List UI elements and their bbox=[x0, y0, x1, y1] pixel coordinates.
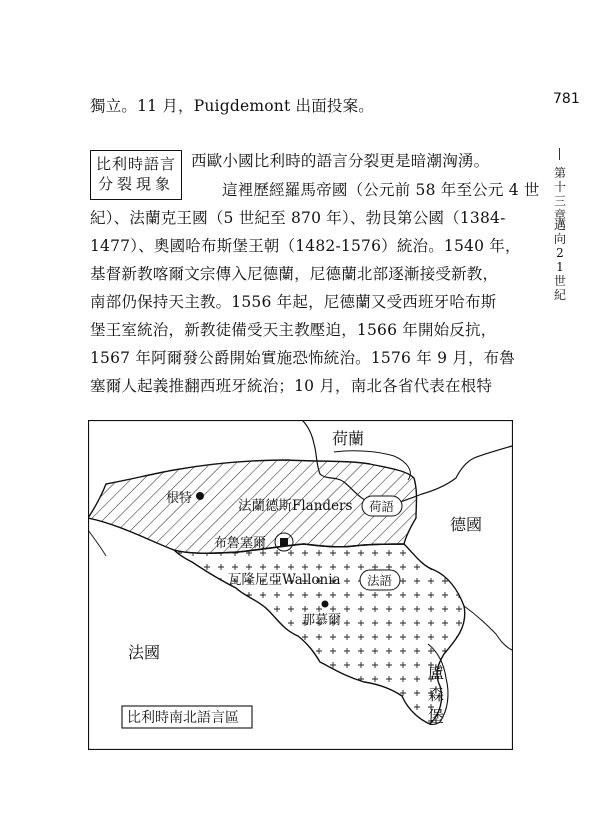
body-line-6: 基督新教喀爾文宗傳入尼德蘭，尼德蘭北部逐漸接受新教， bbox=[90, 265, 499, 283]
belgium-language-map bbox=[88, 420, 513, 750]
flanders-lang-label: 荷語 bbox=[369, 499, 395, 514]
netherlands-label: 荷蘭 bbox=[332, 429, 365, 448]
chapter-title: 第十三章 bbox=[553, 166, 566, 222]
france-label: 法國 bbox=[128, 643, 161, 662]
namur-marker bbox=[322, 601, 329, 608]
ghent-marker bbox=[196, 492, 204, 500]
body-line-10: 塞爾人起義推翻西班牙統治；10 月，南北各省代表在根特 bbox=[90, 377, 493, 395]
luxembourg-label-1: 盧 bbox=[428, 663, 445, 682]
brussels-marker bbox=[280, 538, 288, 546]
page-number: 781 bbox=[553, 91, 580, 107]
wallonia-lang-label: 法語 bbox=[367, 573, 393, 588]
sidebar-heading-line-2: 分裂現象 bbox=[97, 175, 174, 193]
luxembourg-label-2: 森 bbox=[428, 685, 445, 704]
brussels-label: 布魯塞爾 bbox=[214, 536, 267, 551]
body-line-9: 1567 年阿爾發公爵開始實施恐怖統治。1576 年 9 月，布魯 bbox=[90, 349, 516, 367]
body-line-8: 堡王室統治，新教徒備受天主教壓迫，1566 年開始反抗， bbox=[90, 321, 497, 339]
map-caption: 比利時南北語言區 bbox=[127, 710, 239, 726]
sidebar-heading-box bbox=[90, 150, 182, 200]
luxembourg-label-3: 堡 bbox=[428, 707, 445, 726]
body-line-1: 獨立。11 月，Puigdemont 出面投案。 bbox=[90, 97, 375, 115]
chapter-subtitle: 邁向21世紀 bbox=[553, 218, 566, 302]
flanders-label: 法蘭德斯Flanders bbox=[238, 498, 353, 514]
namur-label: 那慕爾 bbox=[302, 613, 342, 628]
body-line-2: 西歐小國比利時的語言分裂更是暗潮洶湧。 bbox=[191, 152, 490, 170]
ghent-label: 根特 bbox=[166, 491, 193, 506]
body-line-3: 這裡歷經羅馬帝國（公元前 58 年至公元 4 世 bbox=[222, 181, 540, 199]
body-line-5: 1477）、奧國哈布斯堡王朝（1482-1576）統治。1540 年， bbox=[90, 237, 521, 255]
map-svg bbox=[88, 420, 513, 750]
body-line-7: 南部仍保持天主教。1556 年起，尼德蘭又受西班牙哈布斯 bbox=[90, 293, 497, 311]
running-head-divider bbox=[559, 148, 560, 160]
sidebar-heading-line-1: 比利時語言 bbox=[95, 155, 176, 173]
wallonia-label: 瓦隆尼亞Wallonia bbox=[228, 572, 341, 588]
germany-label: 德國 bbox=[450, 515, 483, 534]
body-line-4: 紀）、法蘭克王國（5 世紀至 870 年）、勃艮第公國（1384- bbox=[90, 209, 506, 227]
